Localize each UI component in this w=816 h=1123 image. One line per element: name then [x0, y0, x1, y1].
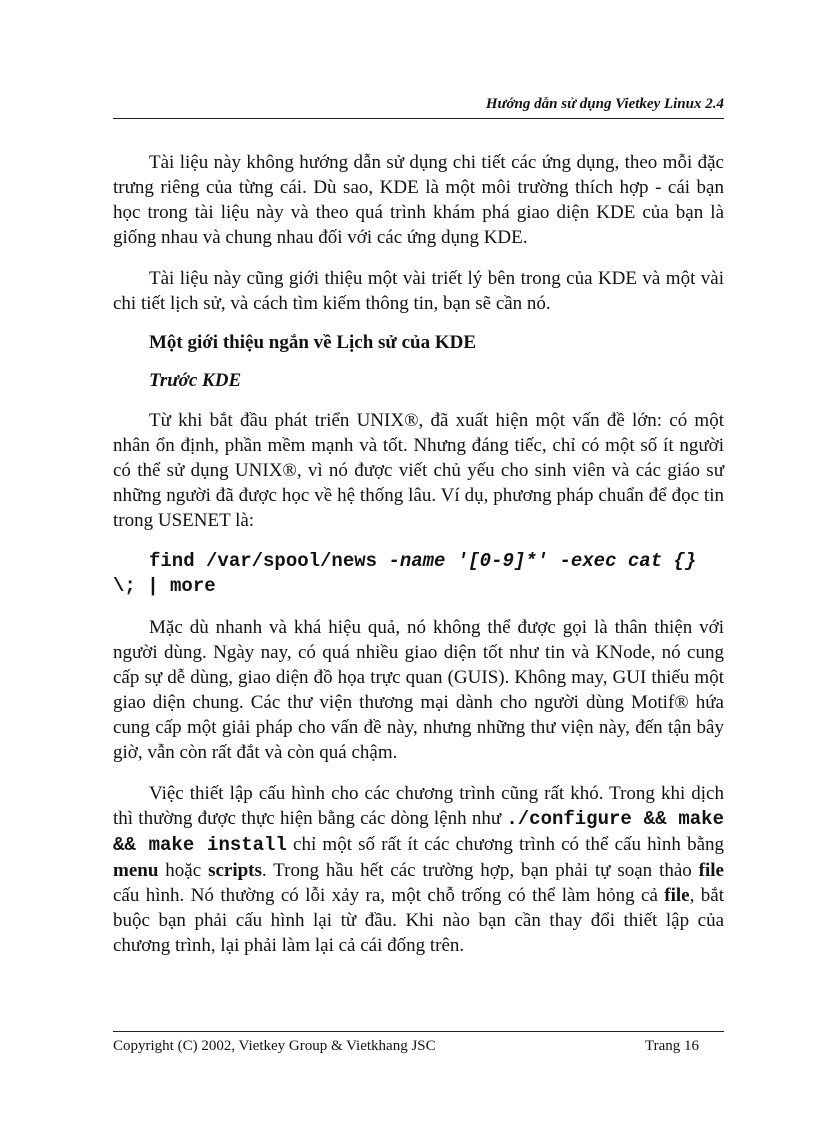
p5-text-5: cấu hình. Nó thường có lỗi xảy ra, một chỗ trống có thể làm hỏng cả [113, 885, 665, 906]
page-number: Trang 16 [645, 1038, 700, 1054]
paragraph-4: Mặc dù nhanh và khá hiệu quả, nó không thể được gọi là thân thiện với người dùng. Ngày nay, có quá nhiều giao diện tốt như tin và KNode, nó cung cấp sự dễ dùng, giao diện đồ họa trực quan (GUIS). Không may, GUI thiếu một giao diện chung. Các thư viện thương mại dành cho người dùng Motif® hứa cung cấp một giải pháp cho vấn đề này, nhưng những thư viện này, đến tận bây giờ, vẫn còn rất đắt và còn quá chậm. [113, 617, 724, 763]
footer-copyright: Copyright (C) 2002, Vietkey Group & Vietkhang JSC [113, 1038, 436, 1054]
p5-text-4: . Trong hầu hết các trường hợp, bạn phải tự soạn thảo [261, 860, 699, 881]
section-heading: Một giới thiệu ngắn về Lịch sử của KDE [149, 332, 476, 353]
paragraph-2: Tài liệu này cũng giới thiệu một vài triết lý bên trong của KDE và một vài chi tiết lịch sử, và cách tìm kiếm thông tin, bạn sẽ cần nó. [113, 268, 724, 314]
p5-code: ./configure && make && make install [113, 808, 724, 856]
paragraph-3: Từ khi bắt đầu phát triển UNIX®, đã xuất hiện một vấn đề lớn: có một nhân ổn định, phần mềm mạnh và tốt. Nhưng đáng tiếc, chỉ có một số ít người có thể sử dụng UNIX®, vì nó được viết chủ yếu cho sinh viên và các giáo sư những người đã được học về hệ thống lâu. Ví dụ, phương pháp chuẩn để đọc tin trong USENET là: [113, 410, 724, 531]
p5-bold-file-2: file [664, 885, 690, 906]
paragraph-1: Tài liệu này không hướng dẫn sử dụng chi tiết các ứng dụng, theo mỗi đặc trưng riêng của từng cái. Dù sao, KDE là một môi trường thích hợp - cái bạn học trong tài liệu này và theo quá trình khám phá giao diện KDE của bạn là giống nhau và chung nhau đối với các ứng dụng KDE. [113, 152, 724, 248]
command-part-2: -name '[0-9]*' -exec cat {} [388, 550, 697, 572]
running-header: Hướng dẫn sử dụng Vietkey Linux 2.4 [485, 96, 724, 112]
p5-bold-file-1: file [698, 860, 724, 881]
subsection-heading: Trước KDE [149, 370, 242, 391]
paragraph-5 [113, 781, 724, 958]
p5-text-3: hoặc [158, 860, 209, 881]
header-rule [113, 118, 724, 119]
p5-text-1: Việc thiết lập cấu hình cho các chương trình cũng rất khó. Trong khi dịch thì thường được thực hiện bằng các dòng lệnh như [113, 783, 724, 829]
p5-text-6: , bắt buộc bạn phải cấu hình lại từ đầu. Khi nào bạn cần thay đổi thiết lập của chương trình, lại phải làm lại cả cái đống trên. [113, 885, 724, 956]
page-body [113, 150, 724, 974]
footer-rule [113, 1031, 724, 1032]
command-part-1: find /var/spool/news [149, 550, 389, 572]
p5-text-2: chỉ một số rất ít các chương trình có thể cấu hình bằng [286, 834, 725, 855]
command-example [113, 549, 724, 599]
command-part-3: \; | more [113, 575, 216, 597]
p5-bold-scripts: scripts [208, 860, 262, 881]
p5-bold-menu: menu [113, 860, 159, 881]
